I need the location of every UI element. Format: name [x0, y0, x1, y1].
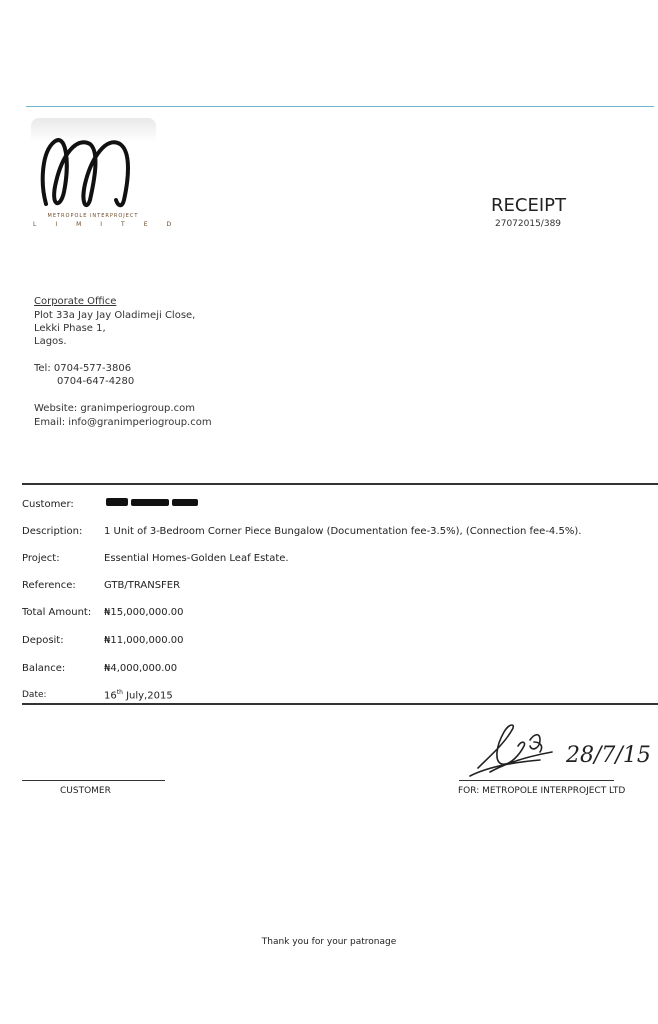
date-value — [104, 689, 173, 701]
balance-label: Balance: — [22, 663, 66, 674]
description-label: Description: — [22, 526, 83, 537]
thank-you-note: Thank you for your patronage — [261, 937, 397, 947]
details-top-rule — [22, 483, 658, 485]
deposit-value: ₦11,000,000.00 — [104, 635, 184, 646]
email: Email: info@granimperiogroup.com — [34, 417, 212, 428]
handwritten-date: 28/7/15 — [566, 743, 651, 768]
receipt-title: RECEIPT — [491, 195, 566, 216]
reference-value: GTB/TRANSFER — [104, 580, 181, 591]
date-label: Date: — [22, 690, 47, 700]
date-day: 16 — [104, 690, 117, 702]
total-amount-value: ₦15,000,000.00 — [104, 607, 184, 618]
customer-caption: CUSTOMER — [60, 786, 111, 796]
details-bottom-rule — [22, 703, 658, 705]
logo-company-name: METROPOLE INTERPROJECT — [47, 213, 139, 219]
deposit-label: Deposit: — [22, 635, 64, 646]
project-value: Essential Homes-Golden Leaf Estate. — [104, 553, 289, 564]
total-amount-label: Total Amount: — [22, 607, 92, 618]
project-label: Project: — [22, 553, 60, 564]
date-suffix: th — [116, 689, 123, 696]
date-rest: July,2015 — [122, 690, 173, 702]
website: Website: granimperiogroup.com — [34, 403, 195, 414]
address-line-3: Lagos. — [34, 336, 67, 347]
office-heading: Corporate Office — [34, 296, 117, 307]
customer-signature-line — [22, 780, 165, 781]
description-value: 1 Unit of 3-Bedroom Corner Piece Bungalow (Documentation fee-3.5%), (Connection fee-4.5%). — [104, 526, 582, 537]
company-caption: FOR: METROPOLE INTERPROJECT LTD — [458, 786, 626, 796]
company-signature-line — [459, 780, 614, 781]
reference-label: Reference: — [22, 580, 76, 591]
logo-mark-icon — [36, 122, 148, 212]
receipt-number: 27072015/389 — [495, 219, 562, 229]
company-signature-icon — [460, 716, 658, 782]
customer-name-redacted — [106, 497, 202, 507]
customer-label: Customer: — [22, 499, 74, 510]
balance-value: ₦4,000,000.00 — [104, 663, 178, 674]
header-top-rule — [26, 106, 654, 107]
address-line-2: Lekki Phase 1, — [34, 323, 106, 334]
telephone-2: 0704-647-4280 — [57, 376, 135, 387]
telephone-1: Tel: 0704-577-3806 — [34, 363, 132, 374]
logo-limited: LIMITED — [33, 221, 191, 228]
address-line-1: Plot 33a Jay Jay Oladimeji Close, — [34, 310, 196, 321]
